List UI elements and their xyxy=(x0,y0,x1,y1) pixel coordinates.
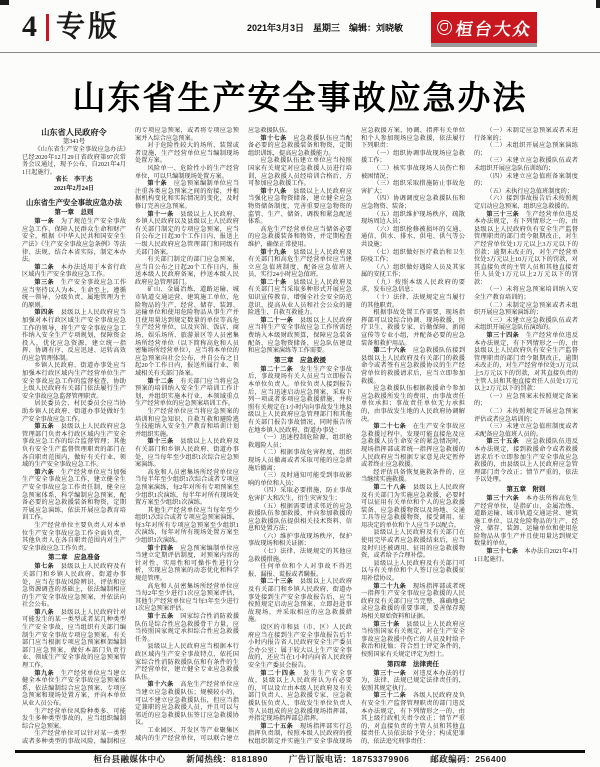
body-paragraph: 应急救援队伍建立单位应当按照国家有关规定对应急救援人员进行培训，应急救援人员经培训合格后，方可参加应急救援工作。 xyxy=(248,157,352,188)
body-paragraph: 高危生产经营单位应当储备必要的应急救援装备和物资，并定期检查维护，确保正常使用。 xyxy=(248,225,352,248)
body-paragraph: 第三十二条 各级人民政府及负有安全生产监督管理职责的部门违反本办法规定，有下列情形之一的，由其上级行政机关责令改正；情节严重的，对直接负责的主管人员和其他直接责任人员依法给予处分；构成犯罪的，依法追究刑事责任： xyxy=(361,692,466,745)
body-paragraph: 第一条 为了规范生产安全事故应急工作，保障人民群众生命和财产安全，根据《中华人民共和国安全生产法》《生产安全事故应急条例》等法律、法规，结合本省实际，制定本办法。 xyxy=(22,218,127,264)
body-paragraph: （一）组织协调事故现场应急救援工作； xyxy=(361,149,465,165)
body-paragraph: 县级以上人民政府应当根据本行政区域内生产安全事故特点，依托国家综合性消防救援队伍和有条件的生产经营单位，建立健全专业应急救援队伍。 xyxy=(135,643,239,681)
body-paragraph: 第七条 县级以上人民政府及有关部门和乡镇人民政府、街道办事处，应当在事故风险辨识、评估和应急资源调查的基础上，依法编制相应的生产安全事故应急预案，并依法向社会公布。 xyxy=(22,563,127,609)
body-paragraph: 有关部门制定的部门应急预案，应当自公布之日起20个工作日内，报送本级人民政府备案，抄送本级人民政府应急管理部门。 xyxy=(135,256,239,286)
masthead-logo xyxy=(431,12,537,43)
body-paragraph: 第三十六条 本办法所称高危生产经营单位，是指矿山、金属冶炼、道路运输、城市轨道交通运营、建筑施工单位，以及危险物品的生产、经营、储存、装卸、运输单位和使用危险物品从事生产并且使用量达到规定数量的单位。 xyxy=(474,494,578,548)
body-paragraph: 第三十一条 对违反本办法的行为，法律、法规已规定法律责任的，依照其规定执行。 xyxy=(361,669,466,692)
body-paragraph: 第二十条 县级以上人民政府及有关部门应当采取多种形式开展应急知识宣传教育，增强全社会安全防范意识，提高从业人员和社会公众的避险逃生、自救互救能力。 xyxy=(248,278,353,317)
body-paragraph: （五）未执行应急值班制度的； xyxy=(486,187,574,195)
body-paragraph: （八）组织做好遇险人员及其家属的安抚工作； xyxy=(361,263,465,279)
article-headline: 山东省生产安全事故应急办法 xyxy=(72,81,528,117)
body-paragraph: 第五条 县级以上人民政府应急管理部门负责本行政区域内生产安全事故应急工作的综合监督管理；其他负有安全生产监督管理职责的部门在各自职责范围内，做好有关行业、领域的生产安全事故应急工作。 xyxy=(22,423,127,469)
masthead-emblem-icon xyxy=(437,20,452,35)
body-paragraph: （五）根据需要请求邻近的应急救援队伍参加救援，并向参加救援的应急救援队伍提供相关技术资料、信息和处置方法； xyxy=(248,502,352,533)
body-paragraph: 第十一条 县级以上人民政府、乡镇人民政府以及县级以上人民政府有关部门制定的专项应急预案，应当自公布之日起30个工作日内，报送上一级人民政府应急管理部门和同级有关部门备案。 xyxy=(135,210,240,256)
body-paragraph: （三）未建立应急值班制度或者未配备应急值班人员的。 xyxy=(474,423,578,438)
body-paragraph: （九）按照本级人民政府的要求，发布应急信息； xyxy=(361,278,465,294)
body-paragraph: （三）未建立应急救援队伍或者未组织开展应急队伍训练的； xyxy=(474,157,578,172)
body-paragraph: （二）核实事故现场人员伤亡和被困情况； xyxy=(361,164,465,180)
body-paragraph: （七）组织做好医疗救治和卫生防疫工作； xyxy=(361,248,465,264)
body-paragraph: 第二十一条 县级以上人民政府应当将生产安全事故应急工作所需经费纳入本级财政预算，保障应急装备配备、应急物资储备、应急队伍建设和应急预案演练等工作需要。 xyxy=(248,316,353,355)
body-paragraph: 设区的市和县（市、区）人民政府应当在接到生产安全事故报告后半小时内报告省人民政府安全生产委员会办公室；属于较大以上生产安全事故的，还应当在1小时内向省人民政府安全生产委员会报告。 xyxy=(248,624,352,669)
body-paragraph: 第三十条 县级以上人民政府应当按照国家有关规定，对在生产安全事故应急救援中伤亡的人员及时给予救治和抚恤；符合烈士评定条件的，按照国家有关规定评定为烈士。 xyxy=(361,620,466,658)
body-paragraph: 第八条 县级以上人民政府针对可能发生的某一类型或者某几种类型生产安全事故，应当组织有关部门编制生产安全事故专项应急预案。有关部门应当根据专项应急预案框架编制部门应急预案，做好本部门负责行业、领域生产安全事故的应急预案管理工作。 xyxy=(22,608,127,670)
body-paragraph: （六）接到事故报告后未按照规定启动应急预案、组织应急救援的。 xyxy=(474,195,578,210)
body-paragraph: 风险单一、危险性小的生产经营单位，可以只编制现场处置方案。 xyxy=(135,164,239,180)
body-paragraph: 山东省人民政府令 xyxy=(41,128,107,137)
body-paragraph: 第三十三条 生产经营单位违反本办法规定，有下列情形之一的，由县级以上人民政府负有安全生产监督管理职责的部门责令限期改正，对生产经营单位处1万元以上3万元以下的罚款；逾期未改正的，对生产经营单位处3万元以上10万元以下的罚款，对其直接负责的主管人员和其他直接责任人员处1万元以上2万元以下的罚款： xyxy=(474,210,578,286)
body-paragraph: 生产经营单位风险种类多、可能发生多种类型事故的，应当组织编制综合应急预案。 xyxy=(22,707,126,730)
chapter-heading: 第三章 应急救援 xyxy=(274,356,326,364)
body-paragraph: （二）未组织开展应急预案演练的； xyxy=(474,142,578,157)
body-paragraph: 第九条 生产经营单位应当建立健全本单位生产安全事故应急预案体系，依法编制综合应急预案、专项应急预案和现场处置方案，并向本单位从业人员公布。 xyxy=(22,669,127,707)
section-divider-bar xyxy=(46,14,49,41)
chapter-heading: 第四章 法律责任 xyxy=(387,660,439,668)
body-paragraph: 第十七条 应急救援队伍应当配备必要的应急救援装备和物资，定期组织训练，提高应急救援能力。 xyxy=(248,134,353,157)
body-paragraph: 第六条 生产经营单位应当加强生产安全事故应急工作，建立健全生产安全事故应急工作责任制，健全应急预案体系，科学编制应急预案，配备必要的应急救援装备和物资，定期开展应急演练，依法开展应急教育培训工作。 xyxy=(22,468,127,522)
body-paragraph: （三）组织采取措施防止事故危害扩大； xyxy=(361,180,465,195)
body-paragraph: 第十二条 有关部门应当将应急预案的培训纳入安全生产培训工作计划，并组织实施本行业、本领域重点生产经营单位的应急预案培训工作。 xyxy=(135,377,240,408)
body-paragraph: （六）维护事故现场秩序，保护事故现场和相关证据； xyxy=(248,532,352,548)
body-paragraph: 第二十五条 现场指挥部实行总指挥负责制，按照本级人民政府的授权组织制定并实施生产安全事故现场应急救援方案，协调、指挥有关单位和个人参加现场应急救援，依法履行下列职责： xyxy=(248,127,465,745)
body-paragraph: （一）未制定应急预案或者未进行备案的； xyxy=(474,127,578,142)
body-paragraph: 第十五条 国家综合性消防救援队伍是综合性应急救援骨干力量，应当按照国家规定承担综合性应急救援任务。 xyxy=(135,613,240,643)
body-paragraph: 应急救援队伍根据救援命令参加应急救援所发生的费用，由事故责任单位承担；事故责任单位无力承担的，由事故发生地的人民政府协调解决。 xyxy=(361,385,465,423)
body-paragraph: 第十六条 高危生产经营单位应当建立应急救援队伍；规模较小的，可以不建立应急救援队伍，但应当指定兼职的应急救援人员，并且可以与邻近的应急救援队伍签订应急救援协议。 xyxy=(135,681,240,727)
footer-ad-phone: 广告订版电话：18753379906 xyxy=(288,754,410,764)
body-paragraph: 2021年2月24日 xyxy=(53,184,95,192)
body-paragraph: 第二条 本办法适用于本省行政区域内生产安全事故应急工作。 xyxy=(22,263,127,279)
body-paragraph: （四）协调调度应急救援队伍和应急物资、装备； xyxy=(361,195,465,210)
body-paragraph: 第二十四条 发生生产安全事故，县级以上人民政府认为有必要的，可以设立由本级人民政府及有关部门负责人、应急救援专家、应急救援队伍负责人、事故发生单位负责人等人员组成的应急救援现场指挥部，并指定现场指挥部总指挥。 xyxy=(248,669,353,723)
footer-postcode: 邮政编码：256400 xyxy=(430,754,507,764)
body-paragraph: 第十八条 县级以上人民政府应当强化应急物资储备，建立健全应急物资储备制度，完善重要应急物资的监管、生产、储备、调拨和紧急配送体系。 xyxy=(248,187,353,226)
page-footer xyxy=(0,753,600,765)
body-paragraph: 居民委员会、村民委员会应当协助乡镇人民政府、街道办事处做好生产安全事故应急工作。 xyxy=(22,400,126,423)
body-paragraph: 第341号 xyxy=(62,138,86,145)
body-paragraph: 其他生产经营单位应当每年至少组织1次综合或者专项应急预案演练，每3年对所有专项应急预案至少组织1次演练，每年对所有现场处置方案至少组织1次演练。 xyxy=(135,506,239,545)
masthead-name: 桓台大众 xyxy=(453,19,533,39)
body-paragraph: 第十四条 应急预案编制单位应当建立定期评估制度，对预案内容的针对性、实用性和可操作性进行分析，实现应急预案的动态优化和科学规范管理。 xyxy=(135,544,240,583)
body-paragraph: 山东省生产安全事故应急办法 xyxy=(25,198,123,208)
body-paragraph: 第十条 应急预案编制单位应当注重各类应急预案之间的衔接，并根据机构变化和实际情况的变化，及时修订完善应急预案。 xyxy=(135,180,240,210)
body-paragraph: （三）未建立应急救援队伍或者未组织开展应急队伍演练的。 xyxy=(474,316,578,332)
scan-artifact xyxy=(0,0,9,5)
body-paragraph: 矿山、金属冶炼、道路运输、城市轨道交通运营、建筑施工单位，危险物品的生产、经营、储存、装卸、运输单位和使用危险物品从事生产并且使用量达到规定数量的单位等高危生产经营单位，以及宾馆、饭店、商场、娱乐场所、旅游景区等人员密集场所经营单位（以下简称高危和人员密集场所经营单位），应当将本单位的应急预案向社会公布，并自公布之日起20个工作日内，报送所属行业、领域相关有关部门备案。 xyxy=(135,286,239,377)
body-paragraph: 生产经营单位主要负责人对本单位生产安全事故应急工作全面负责，其他负责人在各自职责范围内对生产安全事故应急工作负责。 xyxy=(22,521,126,552)
chapter-heading: 第一章 总则 xyxy=(54,209,94,217)
body-paragraph: 生产经营单位可以针对某一类型或者多种类型的事故风险，编制相应的专项应急预案，或者将专项应急预案并入综合应急预案。 xyxy=(22,127,239,745)
body-paragraph: 根据事故处置工作需要，现场指挥部可以设综合协调、现场救援、医疗卫生、救援专家、后勤保障、新闻宣传等专业小组，并配备必要的应急装备和救护用品。 xyxy=(361,309,465,347)
body-paragraph: 第二十八条 县级以上人民政府及有关部门为实施应急救援，必要时可以征用有关单位和个人的应急救援装备、应急救援物资以及场地、交通工具等应急救援物资，接受调用、征用决定的单位和个人应当予以配合。 xyxy=(361,483,466,529)
body-paragraph: （一）迅速控制危险源，组织抢救遇险人员； xyxy=(248,434,352,449)
body-paragraph: （一）应急预案未按照规定备案的； xyxy=(474,392,578,408)
body-paragraph: 第二十九条 现场指挥部或者统一指挥生产安全事故应急救援的人民政府及有关部门应当完整、准确地记录应急救援的重要事项，妥善保存现场相关原始资料和证据。 xyxy=(361,582,466,620)
body-paragraph: 高危和人员密集场所经营单位应当每半年至少组织1次综合或者专项应急预案演练，每2年对所有专项预案至少组织1次演练，每半年对所有现场处置方案至少组织1次演练。 xyxy=(135,468,239,507)
page-number: 4 xyxy=(22,10,37,43)
body-paragraph: 经评估具备恢复施救条件的，应当继续实施救援。 xyxy=(361,468,465,484)
body-paragraph: 第十三条 县级以上人民政府及有关部门和乡镇人民政府、街道办事处，应当每年至少组织1次综合应急预案演练。 xyxy=(135,438,240,469)
body-paragraph: 第三十四条 生产经营单位违反本办法规定，有下列情形之一的，由县级以上人民政府负有安全生产监督管理职责的部门责令限期改正，逾期未改正的，对生产经营单位处3万元以上5万元以下的罚款，对其直接负责的主管人员和其他直接责任人员处1万元以上2万元以下的罚款： xyxy=(474,332,578,393)
body-paragraph: （二）根据事故危害程度，组织现场人员撤离或者采取可能的应急措施后撤离； xyxy=(248,449,352,472)
body-paragraph: 第二十七条 在生产安全事故应急救援过程中，发现可能直接危及应急救援人员生命安全的紧急情况时，现场指挥部或者统一指挥应急救援的人民政府应当根据专家意见决定暂停或者终止应急救援。 xyxy=(361,423,466,469)
body-paragraph: 工业园区、开发区等产业聚集区域内的生产经营单位，可以联合建立应急救援队伍。 xyxy=(135,127,292,742)
body-paragraph: （二）未按照规定开展应急预案评估或者应急培训的； xyxy=(474,407,578,423)
footer-publisher: 桓台县融媒体中心 xyxy=(93,754,166,764)
chapter-heading: 第二章 应急准备 xyxy=(48,554,100,562)
body-paragraph: 第四条 县级以上人民政府应当加强对本行政区域生产安全事故应急工作的领导，将生产安全事故应急工作纳入安全生产专项规划，保障资金投入，优化应急资源，建立统一指挥、协调有序、反应迅速、运转高效的应急管理体制。 xyxy=(22,309,127,362)
body-paragraph: 第二十六条 应急救援队伍接到县级以上人民政府及有关部门的救援命令或者签有应急救援协议的生产经营单位的救援请求后，应当立即参加救援。 xyxy=(361,347,466,385)
header-rule xyxy=(0,52,600,53)
body-paragraph: 高危和人员密集场所经营单位应当每2年至少进行1次应急预案评估，其他生产经营单位应当每3年至少进行1次应急预案评估。 xyxy=(135,582,239,613)
chapter-heading: 第五章 附则 xyxy=(506,485,546,493)
body-paragraph: （五）组织维护现场秩序，疏散现场周边人员； xyxy=(361,210,465,226)
body-paragraph: （二）未制定应急预案或者未组织开展应急预案演练的； xyxy=(474,301,578,317)
body-paragraph: （一）未将应急预案培训纳入安全生产教育培训的； xyxy=(474,286,578,302)
body-paragraph: （四）采取必要措施，防止事故危害扩大和次生、衍生灾害发生； xyxy=(248,487,352,502)
body-paragraph: （七）法律、法规规定的其他应急救援措施。 xyxy=(248,548,352,563)
body-paragraph: 县级以上人民政府及有关部门可以与有关单位和个人签订应急救援征用补偿协议。 xyxy=(361,559,465,583)
body-paragraph: 乡镇人民政府、街道办事处应当加强本行政区域内生产经营单位生产安全事故应急工作的监督检查，协助上级人民政府有关部门依法履行生产安全事故应急监督管理职责。 xyxy=(22,362,126,400)
body-paragraph: 《山东省生产安全事故应急办法》已经2020年12月29日省政府第97次常务会议通过，现予公布，自2021年4月1日起施行。 xyxy=(22,146,126,176)
body-paragraph: 对于危险性较大的场所、装置或者设施，生产经营单位应当编制现场处置方案。 xyxy=(135,142,239,165)
article-body xyxy=(22,127,578,748)
body-paragraph: 第三条 生产安全事故应急工作应当坚持以人为本、生命至上，遵循统一领导、分级负责、属地管理为主的原则。 xyxy=(22,278,127,309)
body-paragraph: 第三十五条 应急救援队伍违反本办法规定，接到救援命令或者救援请求后不立即参加生产安全事故应急救援的，由县级以上人民政府应急管理部门责令改正；情节严重的，依法予以处理。 xyxy=(474,438,578,484)
body-paragraph: 县级以上人民政府及有关部门在使用完毕或者应急救援结束后，应当及时归还被调用、征用的应急救援物资，或者给予合理补偿。 xyxy=(361,529,465,560)
date-editor-line: 2021年3月3日 星期三 编辑：刘晓敏 xyxy=(246,22,403,33)
body-paragraph: 第二十三条 县级以上人民政府及有关部门和乡镇人民政府、街道办事处接到生产安全事故报告后，应当按照规定启动应急预案，立即赶赴事故现场，并采取相应的应急救援措施。 xyxy=(248,578,353,624)
body-paragraph: 省长 李干杰 xyxy=(55,176,93,184)
body-paragraph: 第十九条 县级以上人民政府及有关部门和高危生产经营单位应当建立应急值班制度，配备应急值班人员，实行24小时应急值班。 xyxy=(248,248,353,279)
body-paragraph: （六）组织抢修被损坏的交通、通信、供水、排水、供电、供气等公共设施； xyxy=(361,225,465,248)
body-paragraph: （四）未建立应急值班备案制度的； xyxy=(474,172,578,188)
body-paragraph: （三）及时通知可能受到事故影响的单位和人员； xyxy=(248,472,352,487)
body-paragraph: （十）法律、法规规定应当履行的其他职责。 xyxy=(361,294,465,309)
page-header xyxy=(0,6,600,48)
body-paragraph: 任何单位和个人对事故不得迟报、漏报、谎报或者瞒报。 xyxy=(248,563,352,578)
body-paragraph: 第三十七条 本办法自2021年4月1日起施行。 xyxy=(474,548,578,563)
footer-hotline: 新闻热线：8181890 xyxy=(186,754,268,764)
section-label: 专版 xyxy=(56,10,121,43)
body-paragraph: 第二十二条 发生生产安全事故后，事故现场有关人员应当立即报告本单位负责人。单位负责人接到报告后，应当迅速启动应急预案，采取下列一项或者多项应急救援措施，并按照有关规定在1小时内向事故发生地县级以上人民政府应急管理部门和其他有关部门报告事故情况，同时报告所在地乡镇人民政府、街道办事处： xyxy=(248,365,353,434)
body-paragraph: 生产经营单位应当将应急预案的培训和应急知识、自救互救和避险逃生技能纳入安全生产教育和培训计划并组织实施。 xyxy=(135,407,239,438)
